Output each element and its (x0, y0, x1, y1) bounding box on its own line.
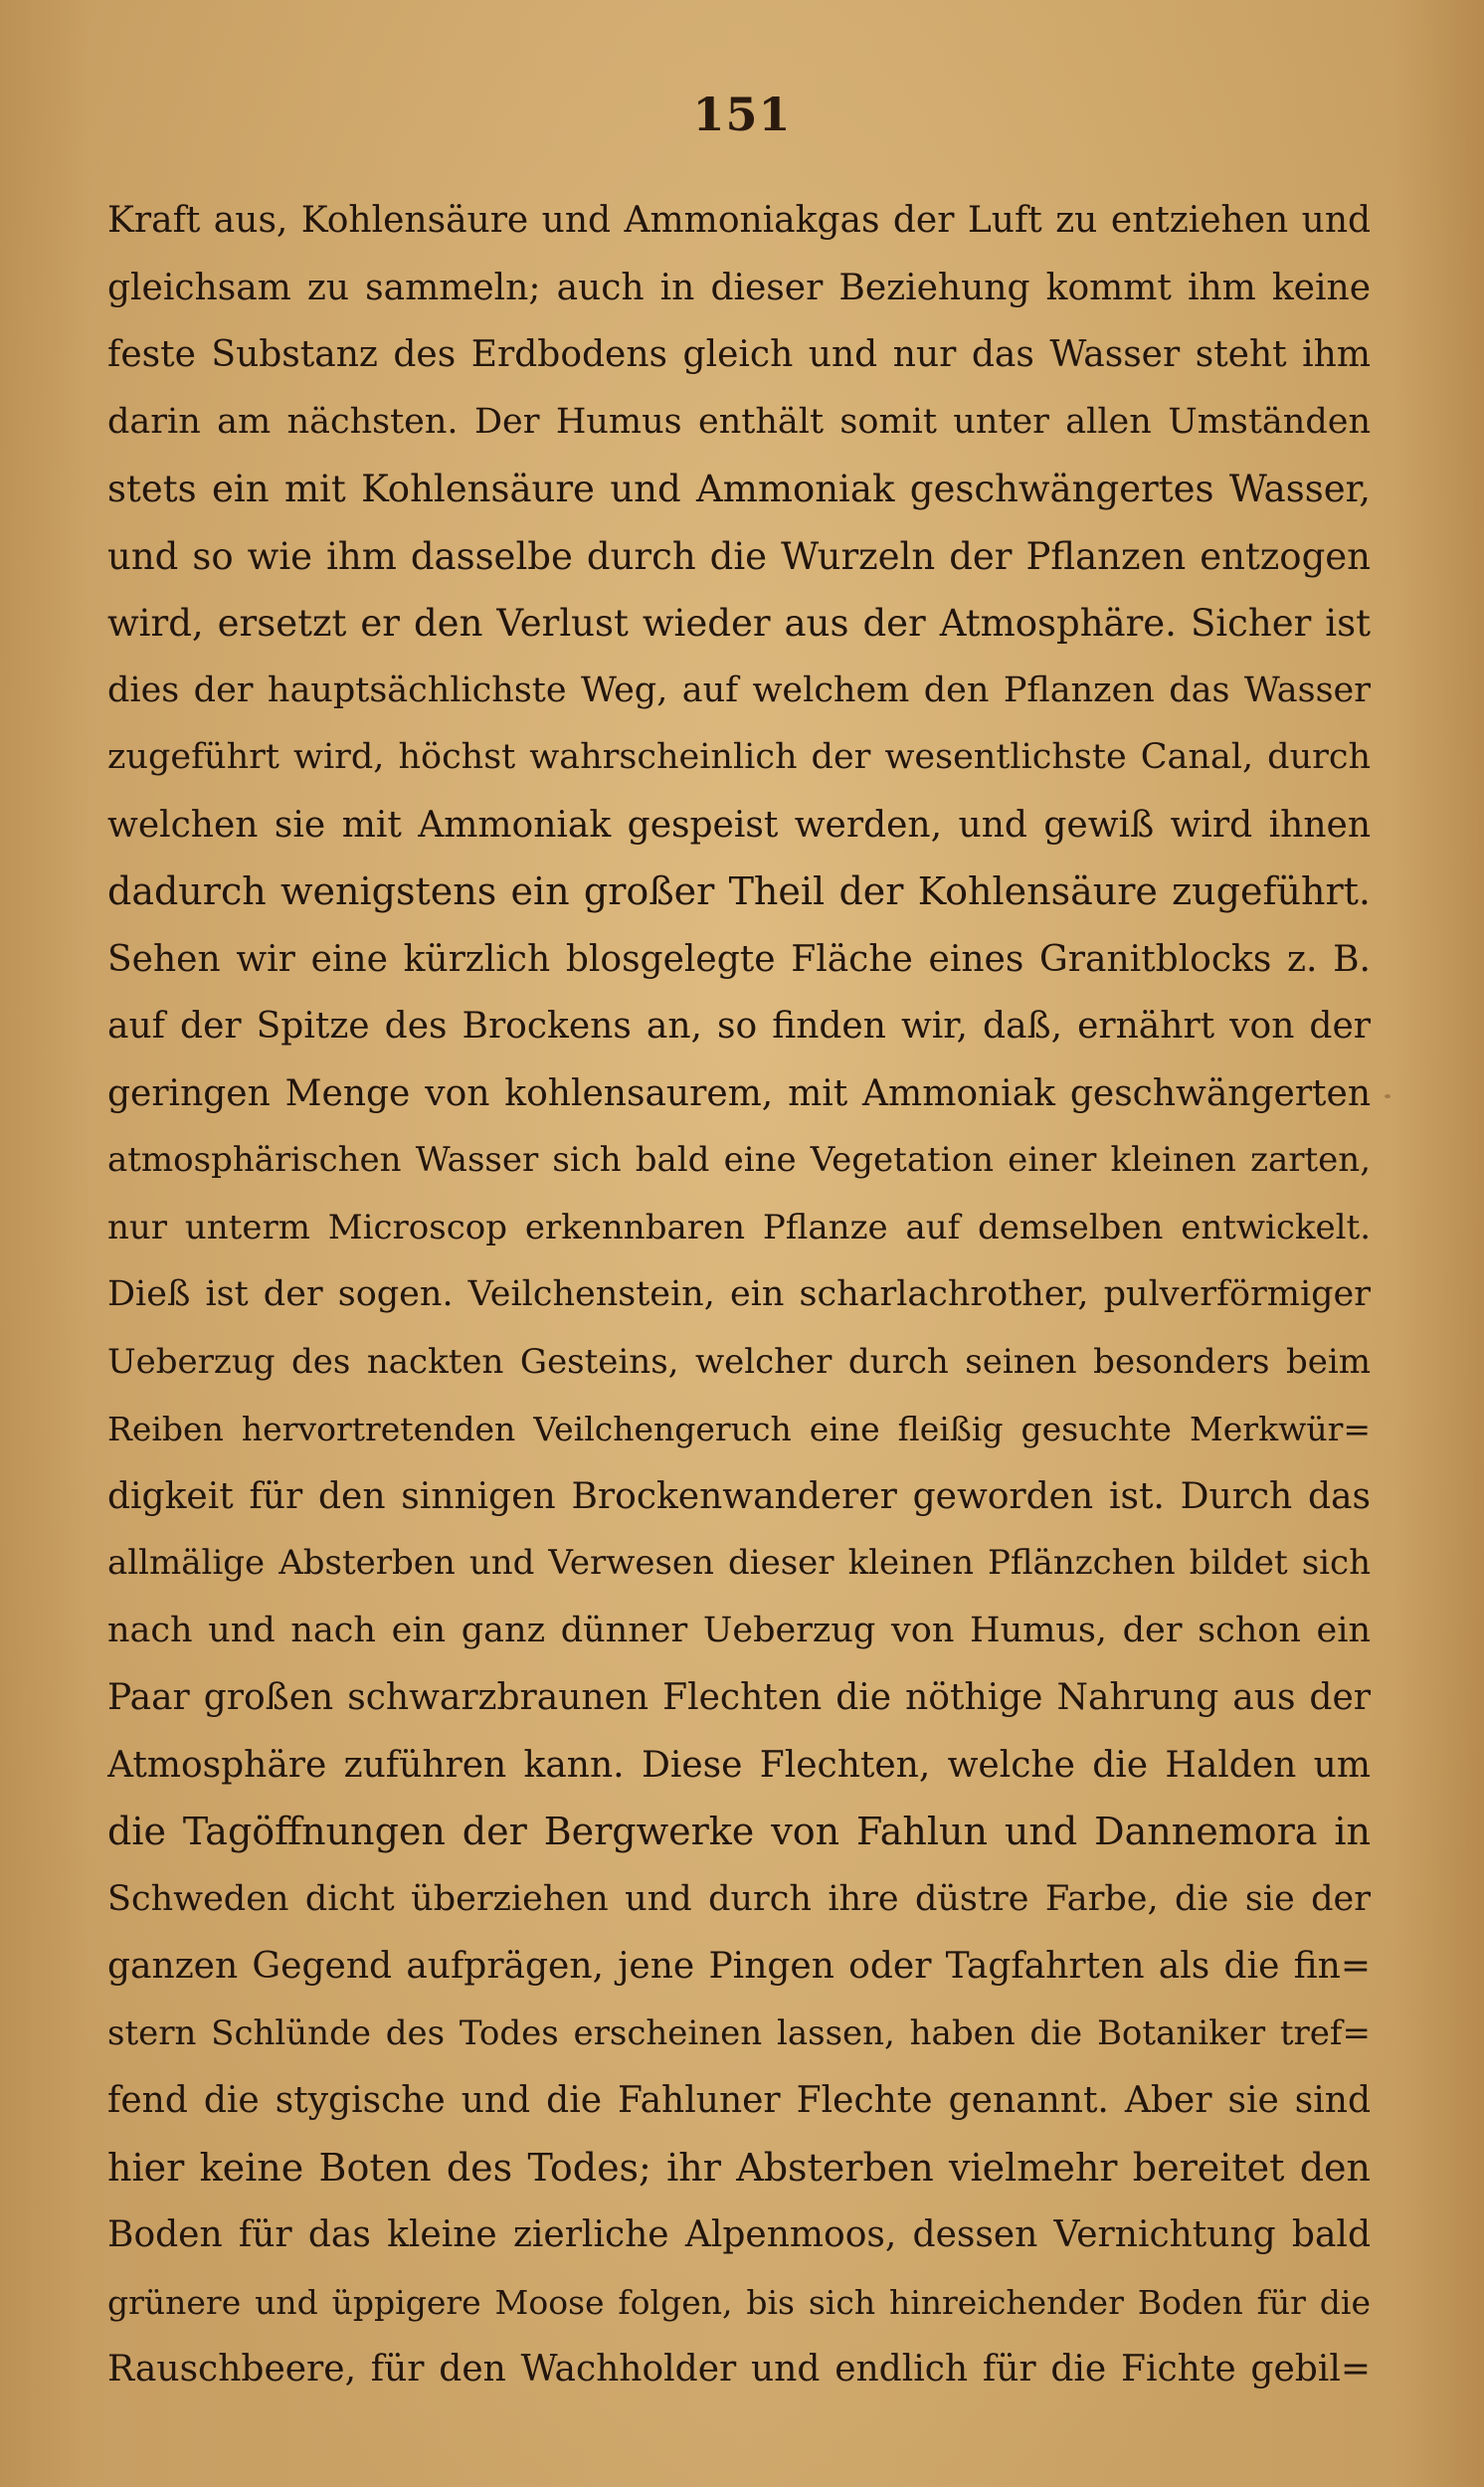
text-line: Atmosphäre zuführen kann. Diese Flechten, welche die Halden um (107, 1744, 1371, 1786)
text-line: darin am nächsten. Der Humus enthält somit unter allen Umständen (107, 401, 1371, 442)
page-number: 151 (692, 88, 792, 141)
text-line: allmälige Absterben und Verwesen dieser kleinen Pflänzchen bildet sich (107, 1543, 1371, 1583)
text-line: gleichsam zu sammeln; auch in dieser Beziehung kommt ihm keine (107, 267, 1371, 308)
text-line: Schweden dicht überziehen und durch ihre düstre Farbe, die sie der (107, 1878, 1371, 1919)
text-line: grünere und üppigere Moose folgen, bis sich hinreichender Boden für die (107, 2282, 1371, 2322)
text-line: Kraft aus, Kohlensäure und Ammoniakgas der Luft zu entziehen und (107, 200, 1371, 241)
text-line: welchen sie mit Ammoniak gespeist werden, und gewiß wird ihnen (107, 804, 1371, 846)
paper-speck (1221, 418, 1226, 423)
text-line: Boden für das kleine zierliche Alpenmoos, dessen Vernichtung bald (107, 2214, 1371, 2255)
text-line: zugeführt wird, höchst wahrscheinlich der wesentlichste Canal, durch (107, 737, 1371, 777)
text-line: atmosphärischen Wasser sich bald eine Vegetation einer kleinen zarten, (107, 1140, 1371, 1180)
text-line: digkeit für den sinnigen Brockenwanderer geworden ist. Durch das (107, 1475, 1371, 1517)
text-line: Rauschbeere, für den Wachholder und endlich für die Fichte gebil= (107, 2349, 1371, 2390)
paper-speck (1385, 1094, 1391, 1098)
text-line: nach und nach ein ganz dünner Ueberzug von Humus, der schon ein (107, 1610, 1371, 1650)
text-line: dies der hauptsächlichste Weg, auf welchem den Pflanzen das Wasser (107, 670, 1371, 710)
text-line: und so wie ihm dasselbe durch die Wurzeln der Pflanzen entzogen (107, 534, 1371, 578)
text-line: dadurch wenigstens ein großer Theil der Kohlensäure zugeführt. (107, 869, 1371, 913)
text-line: auf der Spitze des Brockens an, so finden wir, daß, ernährt von der (107, 1006, 1371, 1047)
text-line: stern Schlünde des Todes erscheinen lassen, haben die Botaniker tref= (107, 2012, 1371, 2053)
text-line: nur unterm Microscop erkennbaren Pflanze auf demselben entwickelt. (107, 1207, 1371, 1247)
text-line: wird, ersetzt er den Verlust wieder aus der Atmosphäre. Sicher ist (107, 602, 1371, 645)
body-text (107, 187, 1371, 2403)
text-line: fend die stygische und die Fahluner Flechte genannt. Aber sie sind (107, 2080, 1371, 2121)
text-line: Sehen wir eine kürzlich blosgelegte Fläche eines Granitblocks z. B. (107, 938, 1371, 980)
text-line: die Tagöffnungen der Bergwerke von Fahlun und Dannemora in (107, 1810, 1371, 1853)
text-line: Paar großen schwarzbraunen Flechten die nöthige Nahrung aus der (107, 1677, 1371, 1718)
text-line: geringen Menge von kohlensaurem, mit Ammoniak geschwängerten (107, 1072, 1371, 1114)
text-line: Dieß ist der sogen. Veilchenstein, ein scharlachrother, pulverförmiger (107, 1274, 1371, 1314)
text-line: Reiben hervortretenden Veilchengeruch eine fleißig gesuchte Merkwür= (107, 1410, 1371, 1448)
text-line: stets ein mit Kohlensäure und Ammoniak geschwängertes Wasser, (107, 468, 1371, 510)
text-line: feste Substanz des Erdbodens gleich und nur das Wasser steht ihm (107, 334, 1371, 375)
text-line: Ueberzug des nackten Gesteins, welcher durch seinen besonders beim (107, 1341, 1371, 1382)
text-line: hier keine Boten des Todes; ihr Absterben vielmehr bereitet den (107, 2145, 1371, 2190)
text-line: ganzen Gegend aufprägen, jene Pingen oder Tagfahrten als die fin= (107, 1946, 1371, 1987)
